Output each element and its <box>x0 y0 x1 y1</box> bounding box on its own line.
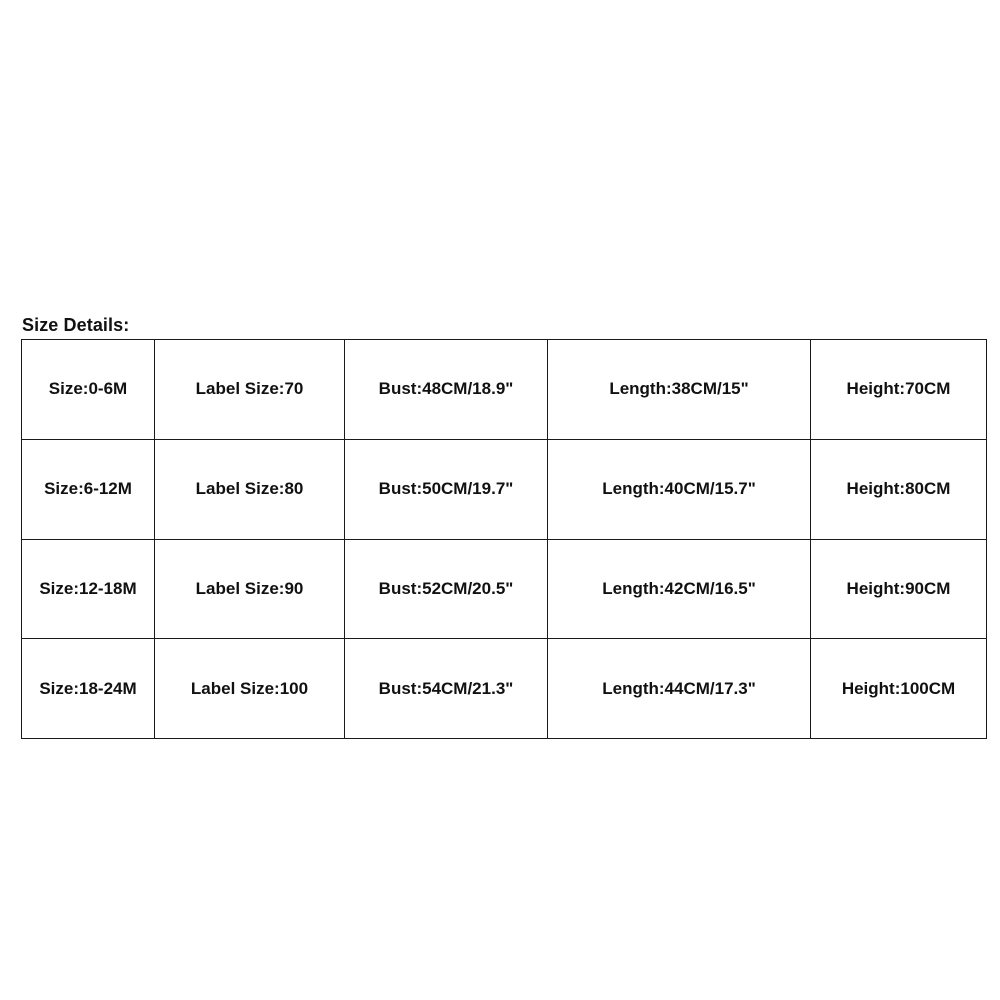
size-cell: Size:0-6M <box>22 340 155 440</box>
length-cell: Length:44CM/17.3" <box>548 639 811 739</box>
label-size-cell: Label Size:80 <box>155 439 345 539</box>
label-size-cell: Label Size:90 <box>155 539 345 639</box>
bust-cell: Bust:52CM/20.5" <box>345 539 548 639</box>
height-cell: Height:90CM <box>811 539 987 639</box>
table-row <box>22 539 987 639</box>
label-size-cell: Label Size:70 <box>155 340 345 440</box>
height-cell: Height:80CM <box>811 439 987 539</box>
length-cell: Length:42CM/16.5" <box>548 539 811 639</box>
size-cell: Size:18-24M <box>22 639 155 739</box>
length-cell: Length:38CM/15" <box>548 340 811 440</box>
bust-cell: Bust:54CM/21.3" <box>345 639 548 739</box>
label-size-cell: Label Size:100 <box>155 639 345 739</box>
table-row <box>22 639 987 739</box>
table-row <box>22 340 987 440</box>
size-table <box>21 339 987 739</box>
height-cell: Height:100CM <box>811 639 987 739</box>
bust-cell: Bust:50CM/19.7" <box>345 439 548 539</box>
length-cell: Length:40CM/15.7" <box>548 439 811 539</box>
size-details-title: Size Details: <box>22 315 130 335</box>
bust-cell: Bust:48CM/18.9" <box>345 340 548 440</box>
table-row <box>22 439 987 539</box>
size-cell: Size:12-18M <box>22 539 155 639</box>
size-cell: Size:6-12M <box>22 439 155 539</box>
height-cell: Height:70CM <box>811 340 987 440</box>
